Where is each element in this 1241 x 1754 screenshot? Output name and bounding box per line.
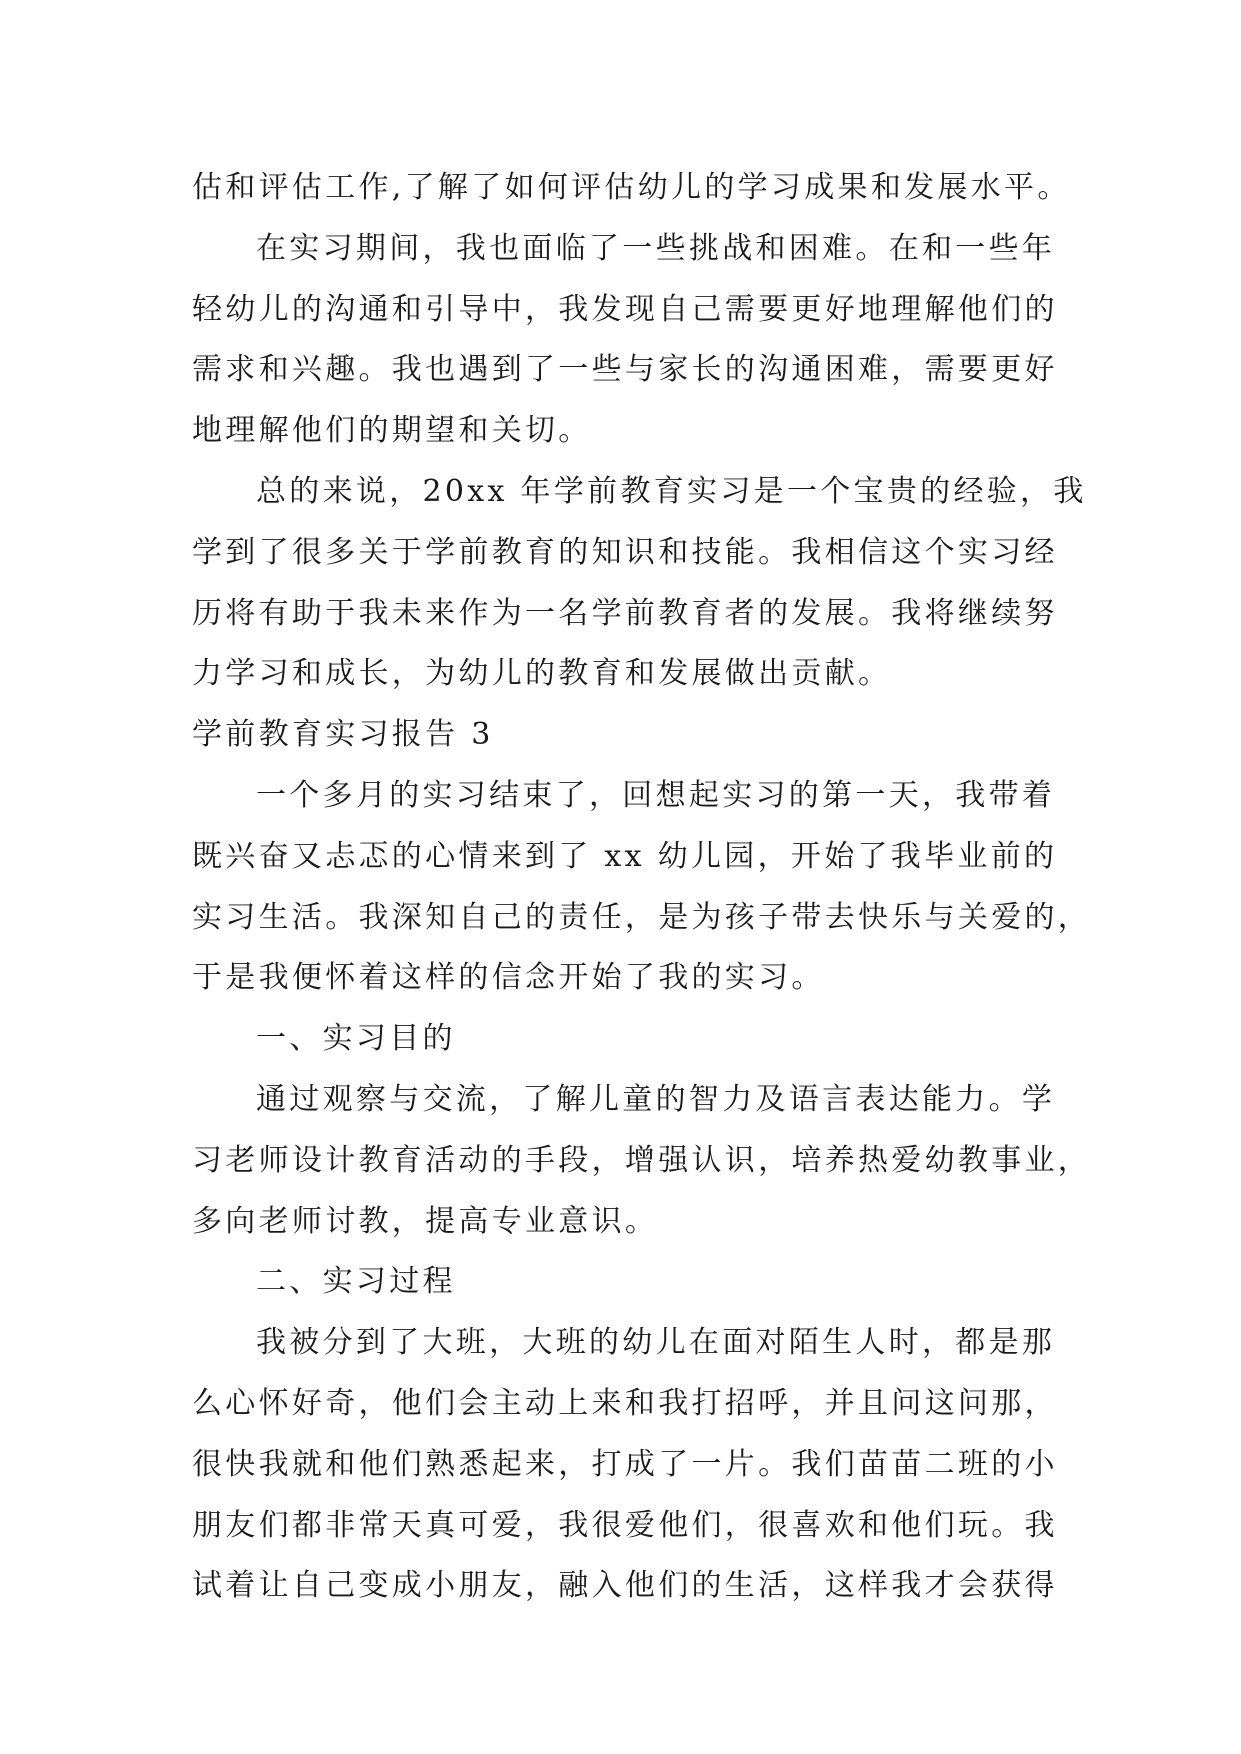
text-line: 我被分到了大班，大班的幼儿在面对陌生人时，都是那 <box>256 1325 1056 1361</box>
section-heading: 学前教育实习报告 3 <box>192 717 494 753</box>
text-line: 在实习期间，我也面临了一些挑战和困难。在和一些年 <box>256 230 1056 266</box>
text-line: 轻幼儿的沟通和引导中，我发现自己需要更好地理解他们的 <box>192 291 1058 327</box>
text-line: 朋友们都非常天真可爱，我很爱他们，很喜欢和他们玩。我 <box>192 1507 1058 1543</box>
text-line: 试着让自己变成小朋友，融入他们的生活，这样我才会获得 <box>192 1568 1058 1604</box>
text-line: 习老师设计教育活动的手段，增强认识，培养热爱幼教事业， <box>192 1142 1092 1178</box>
text-line: 学到了很多关于学前教育的知识和技能。我相信这个实习经 <box>192 534 1058 570</box>
text-line: 既兴奋又忐忑的心情来到了 xx 幼儿园，开始了我毕业前的 <box>192 838 1058 874</box>
text-line: 么心怀好奇，他们会主动上来和我打招呼，并且问这问那， <box>192 1385 1058 1421</box>
text-line: 历将有助于我未来作为一名学前教育者的发展。我将继续努 <box>192 595 1058 631</box>
text-line: 总的来说，20xx 年学前教育实习是一个宝贵的经验，我 <box>256 473 1087 509</box>
subsection-heading: 二、实习过程 <box>256 1264 456 1300</box>
text-line: 估和评估工作,了解了如何评估幼儿的学习成果和发展水平。 <box>192 170 1071 205</box>
text-line: 通过观察与交流，了解儿童的智力及语言表达能力。学 <box>256 1081 1056 1117</box>
document-body <box>192 158 1092 1617</box>
text-line: 实习生活。我深知自己的责任，是为孩子带去快乐与关爱的， <box>192 899 1092 935</box>
subsection-heading: 一、实习目的 <box>256 1021 456 1057</box>
text-line: 多向老师讨教，提高专业意识。 <box>192 1203 659 1239</box>
text-line: 需求和兴趣。我也遇到了一些与家长的沟通困难，需要更好 <box>192 352 1058 388</box>
text-line: 于是我便怀着这样的信念开始了我的实习。 <box>192 960 825 996</box>
text-line: 很快我就和他们熟悉起来，打成了一片。我们苗苗二班的小 <box>192 1446 1058 1482</box>
text-line: 力学习和成长，为幼儿的教育和发展做出贡献。 <box>192 656 892 692</box>
text-line: 地理解他们的期望和关切。 <box>192 413 592 449</box>
text-line: 一个多月的实习结束了，回想起实习的第一天，我带着 <box>256 777 1056 813</box>
